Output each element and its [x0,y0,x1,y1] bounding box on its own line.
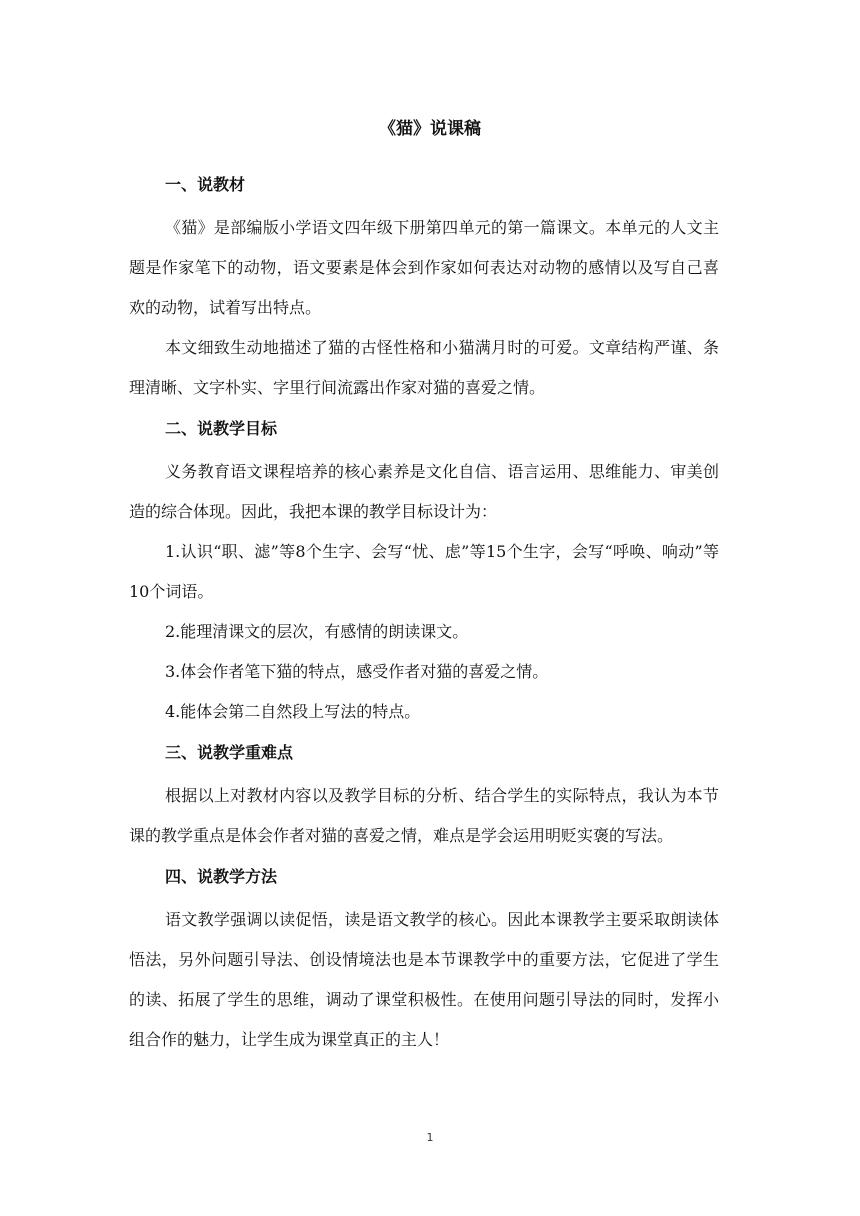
page-number: 1 [426,1131,434,1144]
paragraph: 义务教育语文课程培养的核心素养是文化自信、语言运用、思维能力、审美创造的综合体现。因此，我把本课的教学目标设计为： [129,462,719,521]
paragraph: 本文细致生动地描述了猫的古怪性格和小猫满月时的可爱。文章结构严谨、条理清晰、文字朴实、字里行间流露出作家对猫的喜爱之情。 [129,338,719,397]
goal-item: 2.能理清课文的层次，有感情的朗读课文。 [165,622,469,641]
section-heading: 一、说教材 [165,175,246,194]
section-teaching-material [129,172,719,408]
paragraph: 根据以上对教材内容以及教学目标的分析、结合学生的实际特点，我认为本节课的教学重点是体会作者对猫的喜爱之情，难点是学会运用明贬实褒的写法。 [129,786,719,845]
goal-item: 4.能体会第二自然段上写法的特点。 [165,702,421,721]
paragraph: 《猫》是部编版小学语文四年级下册第四单元的第一篇课文。本单元的人文主题是作家笔下的动物，语文要素是体会到作家如何表达对动物的感情以及写自己喜欢的动物，试着写出特点。 [129,218,719,317]
paragraph: 语文教学强调以读促悟，读是语文教学的核心。因此本课教学主要采取朗读体悟法，另外问题引导法、创设情境法也是本节课教学中的重要方法，它促进了学生的读、拓展了学生的思维，调动了课堂积极性。在使用问题引导法的同时，发挥小组合作的魅力，让学生成为课堂真正的主人！ [129,910,719,1049]
section-key-difficult-points [129,740,719,856]
goal-item: 1.认识“职、滤”等8个生字、会写“忧、虑”等15个生字，会写“呼唤、响动”等10个词语。 [129,542,719,601]
section-teaching-methods [129,864,719,1060]
goal-item: 3.体会作者笔下猫的特点，感受作者对猫的喜爱之情。 [165,662,549,681]
section-heading: 四、说教学方法 [165,867,278,886]
document-title: 《猫》说课稿 [379,119,481,139]
section-heading: 三、说教学重难点 [165,743,294,762]
section-teaching-goals [129,416,719,732]
section-heading: 二、说教学目标 [165,419,278,438]
document-body [129,172,719,1060]
